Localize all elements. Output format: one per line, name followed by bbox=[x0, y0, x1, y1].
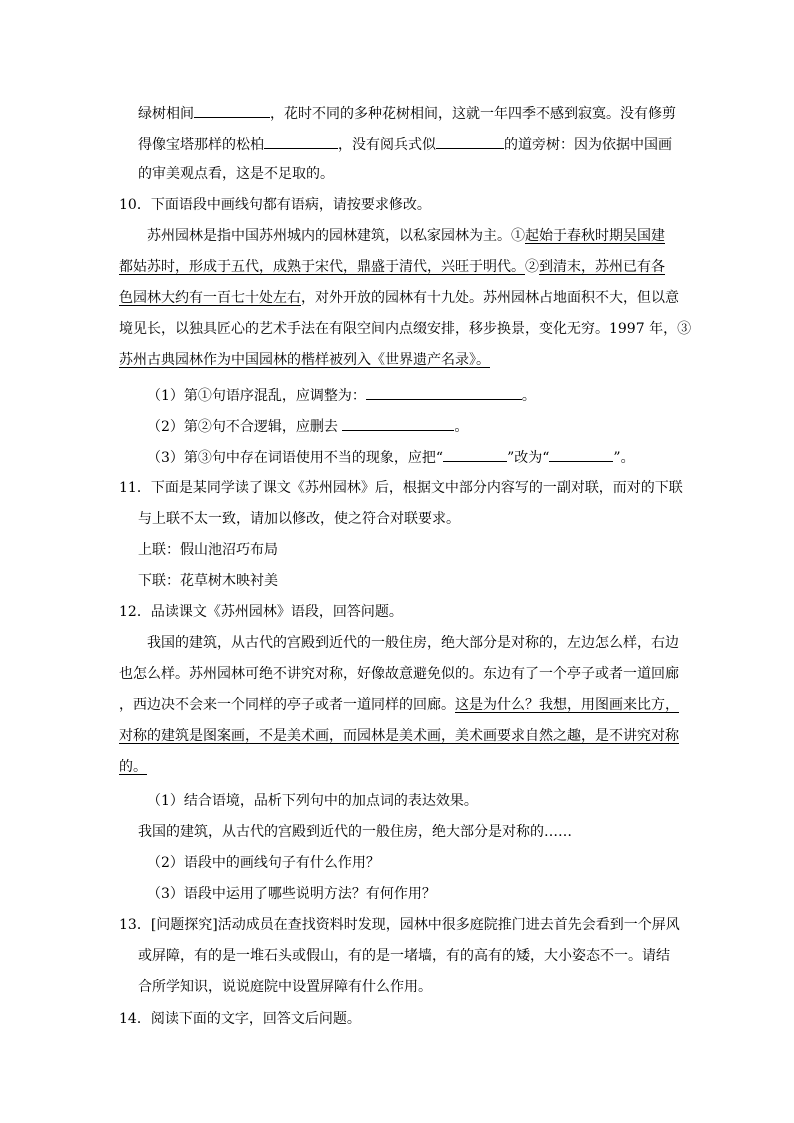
q9-text: ，没有阅兵式似 bbox=[338, 137, 436, 153]
couplet-lower: 下联：花草树木映衬美 bbox=[138, 573, 278, 589]
q9-line-3 bbox=[138, 165, 334, 183]
answer-blank[interactable] bbox=[549, 447, 613, 462]
q9-text: 绿树相间 bbox=[138, 106, 194, 122]
couplet-upper: 上联：假山池沼巧布局 bbox=[138, 542, 278, 558]
q12-passage-line-2: 也怎么样。苏州园林可绝不讲究对称，好像故意避免似的。东边有了一个亭子或者一道回廊 bbox=[119, 666, 679, 682]
answer-blank[interactable] bbox=[264, 134, 338, 149]
q11-line-1: 11．下面是某同学读了课文《苏州园林》后，根据文中部分内容写的一副对联，而对的下联 bbox=[119, 480, 683, 496]
answer-blank[interactable] bbox=[342, 416, 454, 431]
passage-text: ，对外开放的园林有十九处。苏州园林占地面积不大，但以意 bbox=[301, 290, 679, 306]
q12-passage-line-4 bbox=[119, 727, 679, 745]
subquestion-text: （2）第②句不合逻辑，应删去 bbox=[147, 419, 343, 435]
subquestion-text: （3）第③句中存在词语使用不当的现象，应把“ bbox=[147, 450, 444, 466]
punctuation: 。 bbox=[521, 388, 536, 404]
underlined-sentence-2: 色园林大约有一百七十处左右 bbox=[119, 290, 301, 306]
q10-passage-line-2 bbox=[119, 258, 665, 276]
q9-line-2 bbox=[138, 134, 672, 154]
underlined-sentence: 这是为什么？我想，用图画来比方， bbox=[455, 697, 679, 713]
answer-blank[interactable] bbox=[194, 103, 270, 118]
subquestion-text: ”改为“ bbox=[507, 450, 550, 466]
q9-text: 得像宝塔那样的松柏 bbox=[138, 137, 264, 153]
circle-marker-1: ① bbox=[511, 228, 525, 244]
passage-text: 境见长，以独具匠心的艺术手法在有限空间内点缀安排，移步换景，变化无穷。1997 年， bbox=[119, 321, 678, 337]
q12-sub-2: （2）语段中的画线句子有什么作用？ bbox=[147, 855, 380, 871]
passage-text: 苏州园林是指中国苏州城内的园林建筑，以私家园林为主。 bbox=[147, 228, 511, 244]
answer-blank[interactable] bbox=[436, 134, 504, 149]
q13-line-3: 合所学知识，说说庭院中设置屏障有什么作用。 bbox=[138, 979, 432, 995]
q14-title: 14．阅读下面的文字，回答文后问题。 bbox=[119, 1011, 361, 1027]
underlined-sentence-3: 苏州古典园林作为中国园林的楷样被列入《世界遗产名录》。 bbox=[119, 352, 490, 368]
subquestion-text: ”。 bbox=[613, 450, 635, 466]
underlined-sentence-1: 都姑苏时，形成于五代，成熟于宋代，鼎盛于清代，兴旺于明代。 bbox=[119, 259, 525, 275]
q11-line-2: 与上联不太一致，请加以修改，使之符合对联要求。 bbox=[138, 511, 460, 527]
underlined-sentence: 的。 bbox=[119, 759, 147, 775]
q13-line-2: 或屏障，有的是一堆石头或假山，有的是一堵墙，有的高有的矮，大小姿态不一。请结 bbox=[138, 948, 670, 964]
q12-sub-1: （1）结合语境，品析下列句中的加点词的表达效果。 bbox=[147, 793, 478, 809]
q13-line-1: 13．[问题探究]活动成员在查找资料时发现，园林中很多庭院推门进去首先会看到一个屏风 bbox=[119, 917, 680, 933]
underlined-sentence-2: 到清末，苏州已有各 bbox=[539, 259, 665, 275]
q12-sub-3: （3）语段中运用了哪些说明方法？有何作用？ bbox=[147, 886, 436, 902]
circle-marker-3: ③ bbox=[677, 321, 692, 337]
q10-passage-line-1 bbox=[147, 227, 665, 245]
q12-passage-line-1: 我国的建筑，从古代的宫殿到近代的一般住房，绝大部分是对称的，左边怎么样，右边 bbox=[147, 635, 679, 651]
answer-blank[interactable] bbox=[366, 385, 522, 400]
q10-sub-3 bbox=[147, 447, 635, 467]
passage-text: ，西边决不会来一个同样的亭子或者一道同样的回廊。 bbox=[119, 697, 455, 713]
q10-title: 10．下面语段中画线句都有语病，请按要求修改。 bbox=[119, 197, 431, 213]
punctuation: 。 bbox=[454, 419, 469, 435]
q12-passage-line-5 bbox=[119, 758, 147, 776]
q12-title: 12．品读课文《苏州园林》语段，回答问题。 bbox=[119, 604, 403, 620]
q10-sub-1 bbox=[147, 385, 536, 405]
q10-passage-line-4 bbox=[119, 320, 691, 338]
q10-passage-line-5 bbox=[119, 351, 490, 369]
q9-text: 的道旁树：因为依据中国画 bbox=[504, 137, 672, 153]
q12-sub-1-quote: 我国的建筑，从古代的宫殿到近代的一般住房，绝大部分是对称的…… bbox=[138, 824, 572, 840]
q10-sub-2 bbox=[147, 416, 468, 436]
answer-blank[interactable] bbox=[443, 447, 507, 462]
q9-text: ，花时不同的多种花树相间，这就一年四季不感到寂寞。没有修剪 bbox=[270, 106, 676, 122]
q9-text: 的审美观点看，这是不足取的。 bbox=[138, 166, 334, 182]
q10-passage-line-3 bbox=[119, 289, 679, 307]
underlined-sentence-1: 起始于春秋时期吴国建 bbox=[525, 228, 665, 244]
q9-line-1 bbox=[138, 103, 676, 123]
q12-passage-line-3 bbox=[119, 696, 679, 714]
underlined-sentence: 对称的建筑是图案画，不是美术画，而园林是美术画，美术画要求自然之趣，是不讲究对称 bbox=[119, 728, 679, 744]
subquestion-text: （1）第①句语序混乱，应调整为： bbox=[147, 388, 366, 404]
circle-marker-2: ② bbox=[525, 259, 539, 275]
